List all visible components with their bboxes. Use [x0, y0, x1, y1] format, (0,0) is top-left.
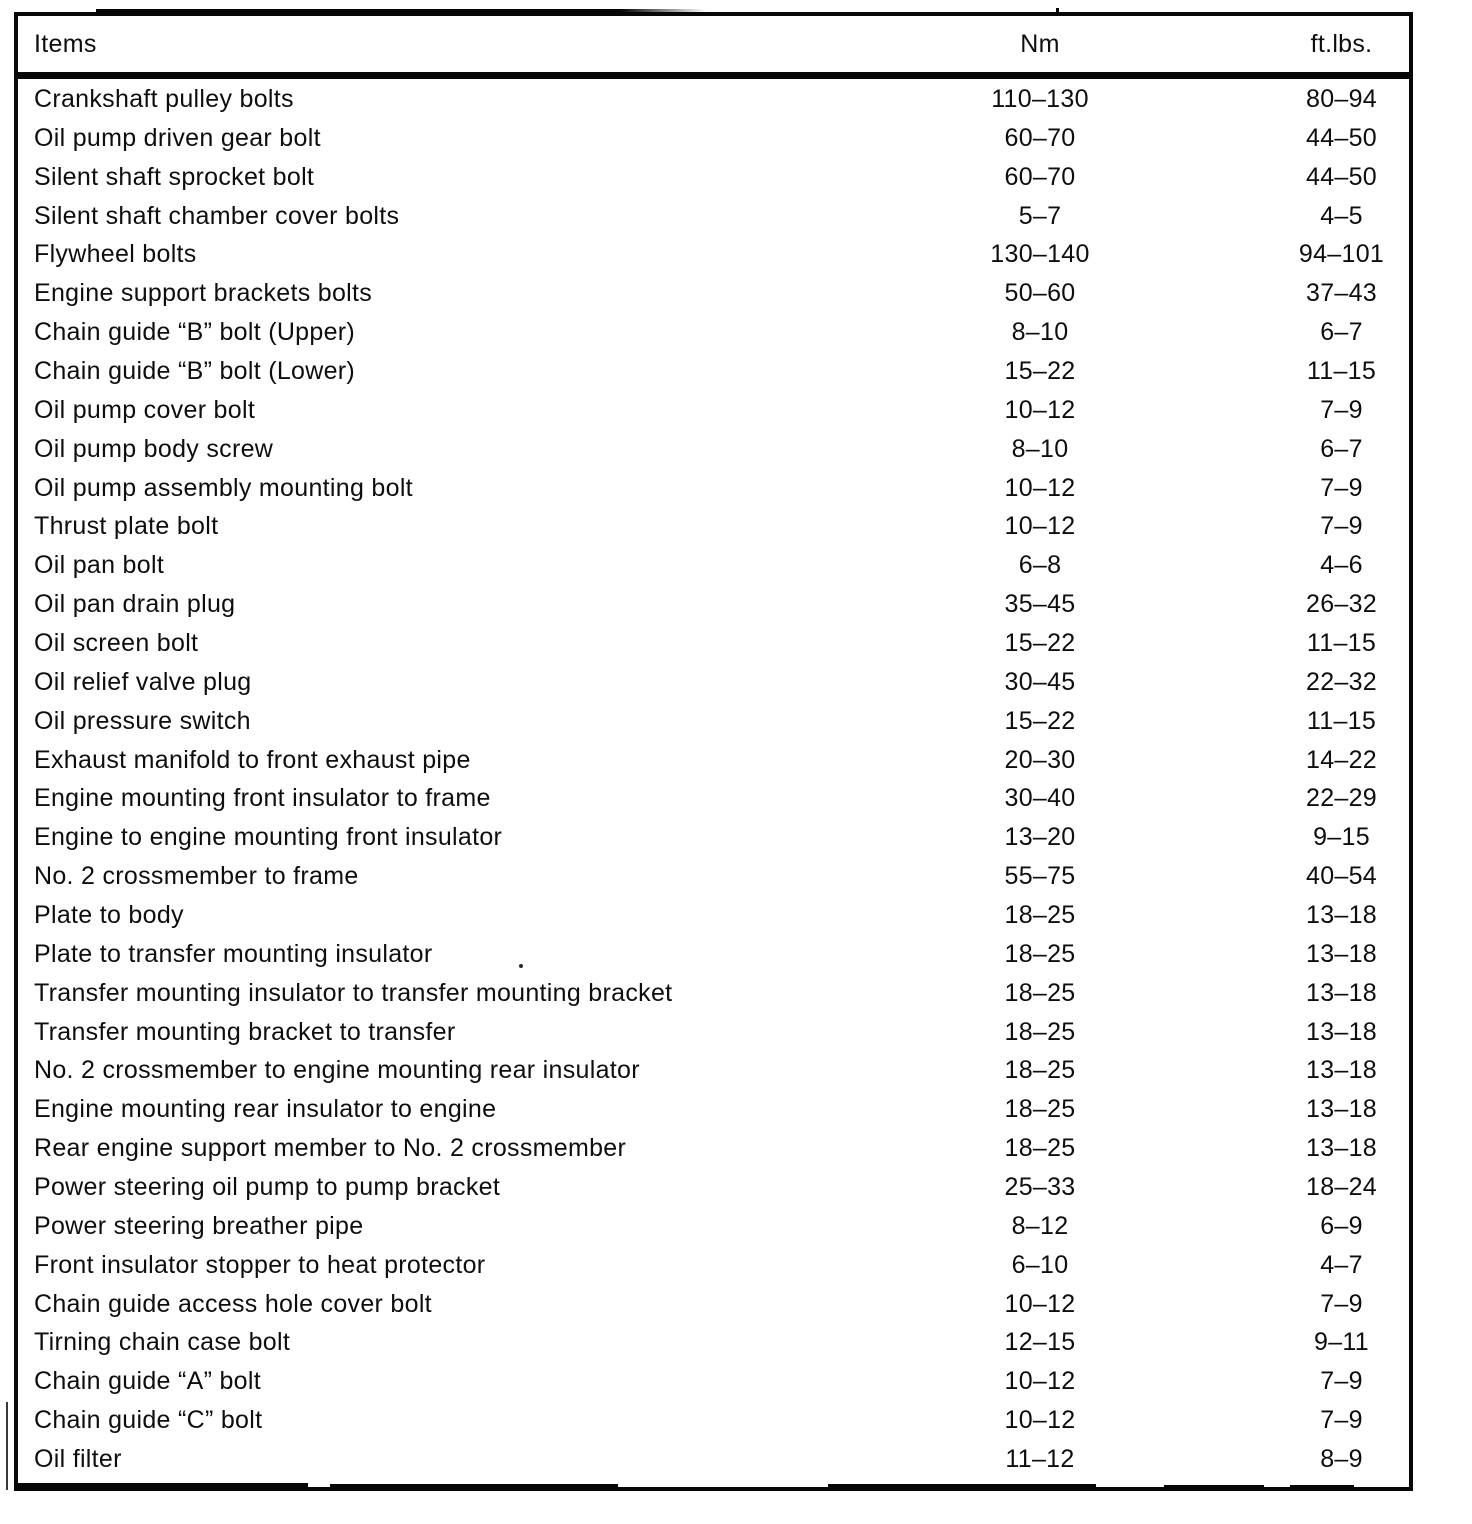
item-cell: Plate to transfer mounting insulator	[34, 939, 433, 968]
ftlbs-cell: 13–18	[1305, 1095, 1378, 1124]
nm-cell: 60–70	[1004, 123, 1076, 152]
table-row	[18, 1013, 1409, 1052]
table-row	[18, 1090, 1409, 1129]
item-cell: Oil filter	[34, 1445, 122, 1473]
torque-spec-table	[14, 12, 1413, 1491]
item-cell: Oil pressure switch	[34, 706, 251, 735]
item-cell: Oil pan drain plug	[34, 590, 236, 619]
ftlbs-cell: 7–9	[1320, 1406, 1363, 1435]
nm-cell: 30–45	[1004, 667, 1076, 696]
table-row	[18, 1401, 1409, 1440]
ftlbs-cell: 18–24	[1305, 1172, 1378, 1201]
table-row	[18, 80, 1409, 119]
ftlbs-cell: 13–18	[1305, 1056, 1378, 1085]
nm-cell: 8–10	[1011, 318, 1069, 347]
table-row	[18, 624, 1409, 663]
nm-cell: 35–45	[1004, 590, 1076, 619]
ftlbs-cell: 4–7	[1320, 1250, 1363, 1279]
scan-artifact	[1164, 1485, 1264, 1491]
item-cell: Exhaust manifold to front exhaust pipe	[34, 745, 471, 774]
table-row	[18, 1362, 1409, 1401]
table-row	[18, 1051, 1409, 1090]
item-cell: Tirning chain case bolt	[34, 1328, 291, 1357]
table-row	[18, 119, 1409, 158]
table-body	[18, 79, 1409, 1479]
table-row	[18, 1129, 1409, 1168]
item-cell: Flywheel bolts	[34, 240, 197, 269]
ftlbs-cell: 8–9	[1320, 1445, 1363, 1473]
table-row	[18, 702, 1409, 741]
ftlbs-cell: 13–18	[1305, 900, 1378, 929]
table-header	[18, 16, 1409, 79]
table-row	[18, 857, 1409, 896]
scan-artifact	[16, 1483, 308, 1491]
nm-cell: 6–10	[1011, 1250, 1069, 1279]
ftlbs-cell: 7–9	[1320, 473, 1363, 502]
item-cell: Silent shaft chamber cover bolts	[34, 201, 400, 230]
table-row	[18, 585, 1409, 624]
nm-cell: 18–25	[1004, 939, 1076, 968]
scan-artifact	[6, 1402, 8, 1490]
ftlbs-cell: 22–29	[1305, 784, 1378, 813]
nm-cell: 15–22	[1004, 356, 1076, 385]
item-cell: Oil screen bolt	[34, 628, 199, 657]
item-cell: Silent shaft sprocket bolt	[34, 162, 315, 191]
item-cell: Oil pump driven gear bolt	[34, 123, 321, 152]
table-row	[18, 741, 1409, 780]
table-row	[18, 1168, 1409, 1207]
item-cell: Chain guide “B” bolt (Upper)	[34, 318, 356, 347]
table-row	[18, 663, 1409, 702]
ftlbs-cell: 13–18	[1305, 1134, 1378, 1163]
item-cell: Engine support brackets bolts	[34, 279, 373, 308]
ftlbs-cell: 80–94	[1305, 84, 1378, 113]
item-cell: Chain guide “B” bolt (Lower)	[34, 356, 356, 385]
table-row	[18, 1324, 1409, 1363]
table-row	[18, 235, 1409, 274]
nm-cell: 11–12	[1005, 1445, 1075, 1473]
item-cell: Plate to body	[34, 900, 184, 929]
item-cell: Engine mounting front insulator to frame	[34, 784, 491, 813]
item-cell: Oil relief valve plug	[34, 667, 252, 696]
nm-cell: 110–130	[991, 84, 1089, 113]
nm-cell: 6–8	[1018, 551, 1062, 580]
nm-cell: 10–12	[1004, 1367, 1076, 1396]
nm-cell: 8–12	[1011, 1211, 1069, 1240]
nm-cell: 18–25	[1004, 1095, 1076, 1124]
item-cell: Chain guide “A” bolt	[34, 1367, 261, 1396]
ftlbs-cell: 40–54	[1305, 862, 1378, 891]
scan-artifact	[828, 1484, 1096, 1491]
nm-cell: 30–40	[1004, 784, 1076, 813]
nm-cell: 25–33	[1004, 1172, 1076, 1201]
table-row	[18, 197, 1409, 236]
item-cell: Chain guide access hole cover bolt	[34, 1289, 432, 1318]
table-row	[18, 935, 1409, 974]
item-cell: Thrust plate bolt	[34, 512, 219, 541]
nm-cell: 10–12	[1004, 473, 1076, 502]
item-cell: Power steering breather pipe	[34, 1211, 364, 1240]
ftlbs-cell: 6–7	[1320, 318, 1363, 347]
nm-cell: 18–25	[1004, 1134, 1076, 1163]
scan-artifact	[330, 1484, 618, 1491]
ftlbs-cell: 7–9	[1320, 512, 1363, 541]
ftlbs-cell: 14–22	[1305, 745, 1378, 774]
item-cell: Oil pump cover bolt	[34, 395, 256, 424]
table-row	[18, 391, 1409, 430]
item-cell: No. 2 crossmember to frame	[34, 862, 359, 891]
item-cell: Rear engine support member to No. 2 crossmember	[34, 1134, 627, 1163]
ftlbs-cell: 6–7	[1320, 434, 1363, 463]
ftlbs-cell: 13–18	[1305, 939, 1378, 968]
nm-cell: 15–22	[1004, 706, 1076, 735]
nm-cell: 10–12	[1004, 512, 1076, 541]
ftlbs-cell: 7–9	[1320, 1289, 1363, 1318]
nm-cell: 13–20	[1004, 823, 1076, 852]
nm-cell: 12–15	[1004, 1328, 1076, 1357]
column-header-items: Items	[34, 29, 97, 58]
ftlbs-cell: 22–32	[1305, 667, 1378, 696]
nm-cell: 130–140	[990, 240, 1090, 269]
column-header-nm: Nm	[1020, 29, 1060, 58]
scan-artifact	[519, 964, 523, 968]
table-row	[18, 1440, 1409, 1479]
item-cell: Oil pump body screw	[34, 434, 274, 463]
table-row	[18, 974, 1409, 1013]
nm-cell: 10–12	[1004, 1406, 1076, 1435]
nm-cell: 18–25	[1004, 1056, 1076, 1085]
item-cell: Transfer mounting insulator to transfer mounting bracket	[34, 978, 673, 1007]
ftlbs-cell: 44–50	[1305, 162, 1378, 191]
table-row	[18, 430, 1409, 469]
column-header-ftlbs: ft.lbs.	[1310, 29, 1373, 58]
table-row	[18, 896, 1409, 935]
nm-cell: 55–75	[1004, 862, 1076, 891]
ftlbs-cell: 9–11	[1314, 1328, 1369, 1357]
item-cell: No. 2 crossmember to engine mounting rear insulator	[34, 1056, 640, 1085]
table-row	[18, 1207, 1409, 1246]
table-row	[18, 818, 1409, 857]
item-cell: Engine mounting rear insulator to engine	[34, 1095, 497, 1124]
ftlbs-cell: 37–43	[1305, 279, 1378, 308]
table-row	[18, 313, 1409, 352]
nm-cell: 18–25	[1004, 978, 1076, 1007]
ftlbs-cell: 44–50	[1305, 123, 1378, 152]
table-row	[18, 779, 1409, 818]
ftlbs-cell: 6–9	[1320, 1211, 1363, 1240]
ftlbs-cell: 7–9	[1320, 1367, 1363, 1396]
item-cell: Power steering oil pump to pump bracket	[34, 1172, 501, 1201]
item-cell: Crankshaft pulley bolts	[34, 84, 294, 113]
nm-cell: 50–60	[1004, 279, 1076, 308]
ftlbs-cell: 94–101	[1298, 240, 1385, 269]
ftlbs-cell: 13–18	[1305, 978, 1378, 1007]
ftlbs-cell: 7–9	[1320, 395, 1363, 424]
ftlbs-cell: 4–6	[1320, 551, 1363, 580]
table-row	[18, 546, 1409, 585]
table-row	[18, 1246, 1409, 1285]
ftlbs-cell: 13–18	[1305, 1017, 1378, 1046]
item-cell: Chain guide “C” bolt	[34, 1406, 263, 1435]
item-cell: Oil pan bolt	[34, 551, 165, 580]
item-cell: Engine to engine mounting front insulator	[34, 823, 503, 852]
table-row	[18, 158, 1409, 197]
nm-cell: 8–10	[1011, 434, 1069, 463]
table-row	[18, 469, 1409, 508]
nm-cell: 5–7	[1018, 201, 1062, 230]
ftlbs-cell: 11–15	[1306, 628, 1377, 657]
item-cell: Front insulator stopper to heat protector	[34, 1250, 486, 1279]
table-row	[18, 274, 1409, 313]
item-cell: Oil pump assembly mounting bolt	[34, 473, 413, 502]
ftlbs-cell: 11–15	[1306, 356, 1377, 385]
nm-cell: 60–70	[1004, 162, 1076, 191]
nm-cell: 20–30	[1004, 745, 1076, 774]
ftlbs-cell: 9–15	[1313, 823, 1370, 852]
nm-cell: 15–22	[1004, 628, 1076, 657]
nm-cell: 10–12	[1004, 395, 1076, 424]
table-row	[18, 507, 1409, 546]
ftlbs-cell: 26–32	[1305, 590, 1378, 619]
item-cell: Transfer mounting bracket to transfer	[34, 1017, 456, 1046]
table-row	[18, 352, 1409, 391]
nm-cell: 18–25	[1004, 1017, 1076, 1046]
scan-artifact	[1290, 1485, 1354, 1491]
nm-cell: 10–12	[1004, 1289, 1076, 1318]
nm-cell: 18–25	[1004, 900, 1076, 929]
ftlbs-cell: 4–5	[1320, 201, 1363, 230]
table-row	[18, 1285, 1409, 1324]
ftlbs-cell: 11–15	[1306, 706, 1377, 735]
